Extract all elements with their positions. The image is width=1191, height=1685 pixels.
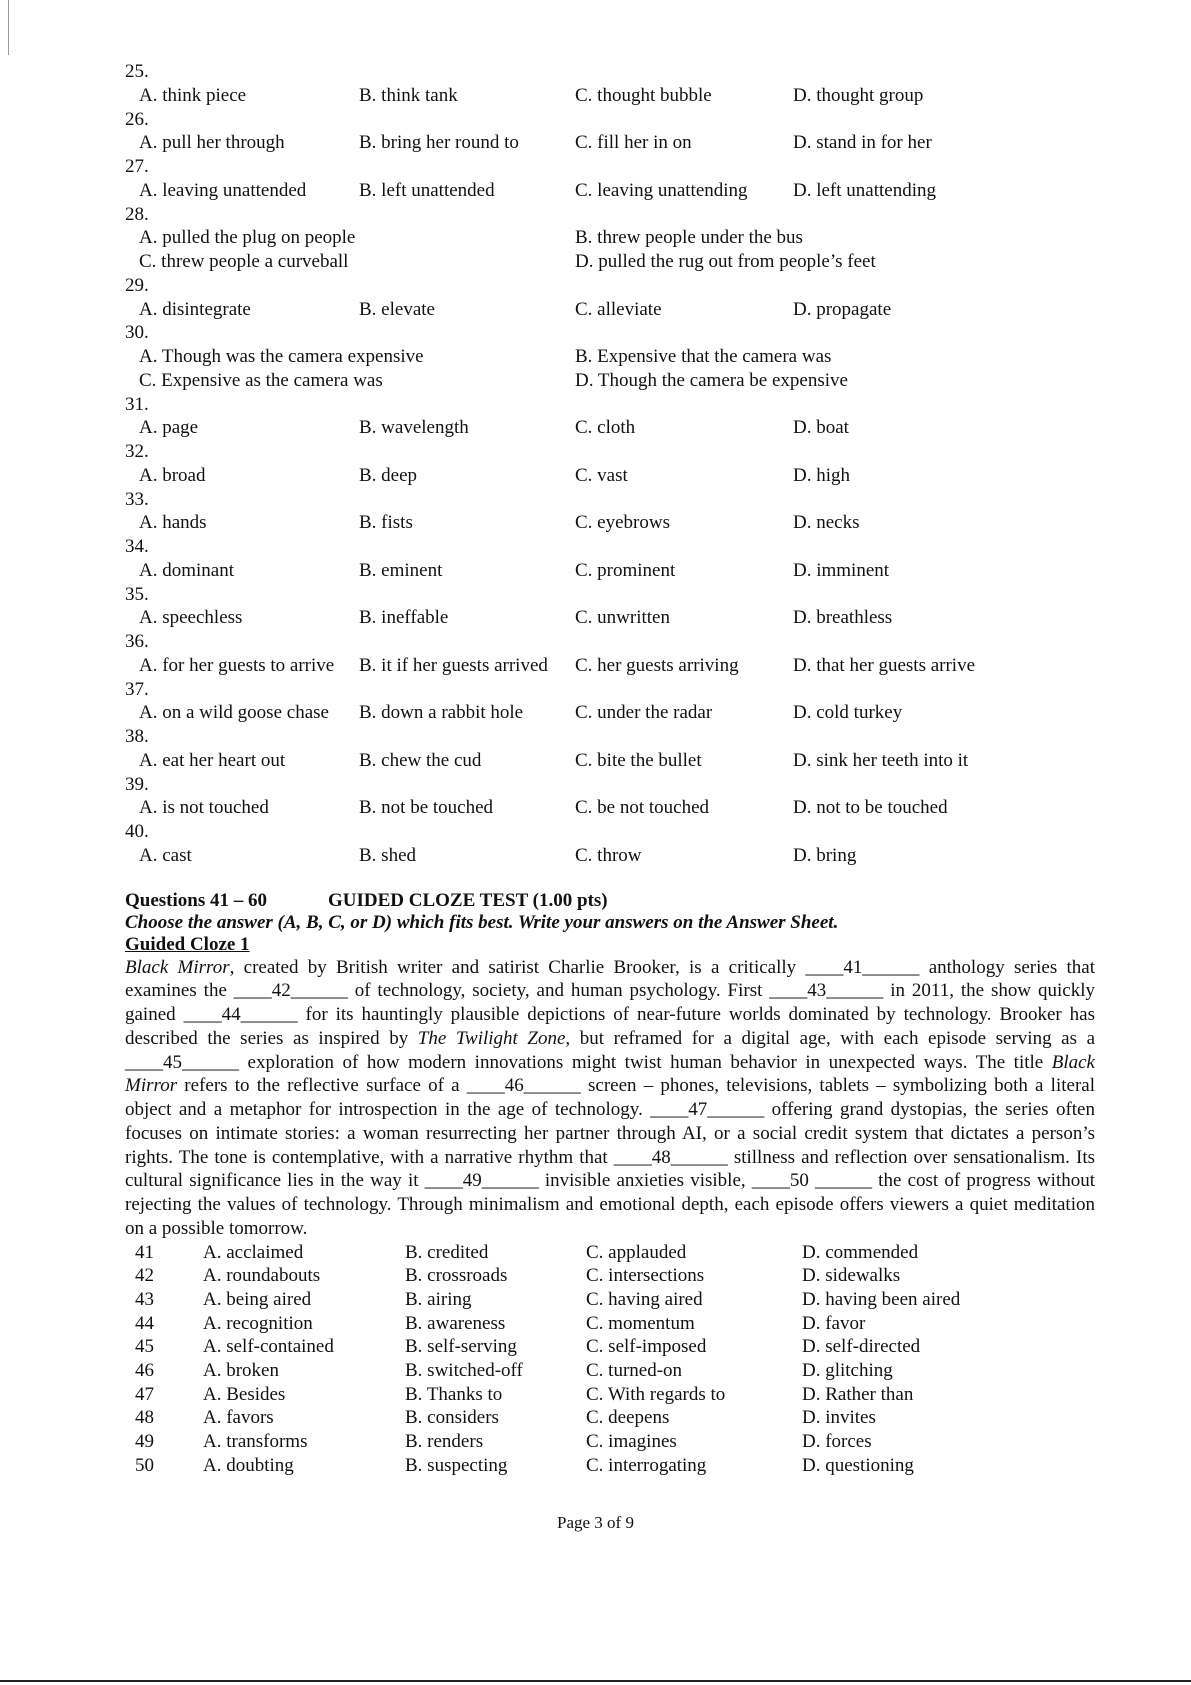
cloze-option-d: D. favor	[802, 1312, 866, 1334]
cloze-option-c: C. applauded	[586, 1241, 687, 1263]
cloze-option-c: C. interrogating	[586, 1454, 707, 1476]
cloze-option-c: C. turned-on	[586, 1359, 683, 1381]
cloze-option-d: D. forces	[802, 1431, 872, 1452]
cloze-question-number: 49	[135, 1431, 154, 1452]
answer-option: C. eyebrows	[575, 512, 670, 534]
cloze-option-row	[125, 1359, 1095, 1383]
question-line	[125, 321, 1095, 345]
cloze-option-row	[125, 1241, 1095, 1265]
cloze-option-row	[125, 1264, 1095, 1288]
question-line	[125, 393, 1095, 417]
answer-option: C. fill her in on	[575, 132, 692, 154]
cloze-option-d: D. glitching	[802, 1359, 893, 1381]
answer-option: A. Though was the camera expensive	[139, 346, 424, 367]
question-line	[125, 440, 1095, 464]
question-text: 29.	[125, 274, 149, 296]
cloze-option-b: B. credited	[405, 1241, 489, 1263]
cloze-question-number: 41	[135, 1241, 154, 1263]
answer-option: B. not be touched	[359, 797, 494, 819]
cloze-question-number: 46	[135, 1359, 154, 1381]
passage-italic-twilight-zone: The Twilight Zone	[417, 1027, 566, 1049]
question-text: 40.	[125, 821, 149, 842]
cloze-option-b: B. switched-off	[405, 1359, 523, 1381]
answer-option: D. sink her teeth into it	[793, 749, 969, 771]
answer-option: B. threw people under the bus	[575, 227, 803, 249]
answer-option: A. pull her through	[139, 132, 285, 154]
cloze-option-a: A. self-contained	[203, 1336, 334, 1358]
answer-option: D. imminent	[793, 559, 890, 581]
cloze-question-number: 42	[135, 1265, 154, 1287]
answer-option: C. leaving unattending	[575, 179, 748, 201]
answer-option: D. not to be touched	[793, 797, 948, 819]
answer-option: A. think piece	[139, 84, 247, 106]
cloze-option-c: C. intersections	[586, 1265, 705, 1287]
answer-option: A. cast	[139, 844, 192, 866]
passage-text: , created by British writer and satirist Charlie Brooker, is a critically ____41______ anthology series that examines the ____42______ of technology, society, and human psychology. First ____43______ in 2011, the show quickly gained ____44______ for its hauntingly plausible depictions of near-future worlds dominated by technology. Brooker has described the series as inspired by	[125, 956, 1095, 1049]
answer-option: D. left unattending	[793, 179, 936, 201]
answer-option: A. on a wild goose chase	[139, 702, 329, 724]
answer-option: A. for her guests to arrive	[139, 654, 335, 676]
question-line	[125, 108, 1095, 132]
answer-option: A. dominant	[139, 559, 234, 581]
cloze-option-a: A. transforms	[203, 1431, 308, 1452]
cloze-question-number: 44	[135, 1312, 154, 1334]
answer-option: B. chew the cud	[359, 749, 482, 771]
cloze-option-d: D. Rather than	[802, 1383, 914, 1405]
cloze-option-a: A. roundabouts	[203, 1265, 321, 1287]
answer-option: A. broad	[139, 464, 206, 486]
question-line	[125, 630, 1095, 654]
question-line	[125, 60, 1095, 84]
answer-option: C. alleviate	[575, 298, 662, 320]
answer-option: B. Expensive that the camera was	[575, 346, 832, 367]
answer-option: C. be not touched	[575, 797, 710, 819]
answer-option: D. high	[793, 464, 850, 486]
answer-option: A. page	[139, 417, 199, 439]
question-text: 25.	[125, 61, 149, 82]
answer-option: C. cloth	[575, 417, 636, 439]
question-text: 38.	[125, 726, 149, 747]
answer-option: B. bring her round to	[359, 132, 519, 154]
section-instruction: Choose the answer (A, B, C, or D) which fits best. Write your answers on the Answer Sheet.	[125, 911, 839, 933]
options-line	[125, 749, 1095, 773]
options-line	[125, 250, 1095, 274]
answer-option: B. down a rabbit hole	[359, 702, 524, 724]
cloze-option-row	[125, 1312, 1095, 1336]
passage-text: , but reframed for a digital age, with each episode serving as a ____45______ exploration of how modern innovations might twist human behavior in unexpected ways. The title	[125, 1027, 1096, 1073]
cloze-question-number: 50	[135, 1454, 154, 1476]
answer-option: B. fists	[359, 512, 413, 534]
answer-option: C. throw	[575, 844, 642, 866]
question-line	[125, 274, 1095, 298]
answer-option: A. leaving unattended	[139, 179, 307, 201]
answer-option: C. unwritten	[575, 607, 670, 629]
answer-option: C. bite the bullet	[575, 749, 702, 771]
answer-option: B. ineffable	[359, 607, 449, 629]
answer-option: A. hands	[139, 512, 207, 534]
answer-option: C. Expensive as the camera was	[139, 369, 383, 391]
cloze-option-a: A. doubting	[203, 1454, 294, 1476]
options-line	[125, 369, 1095, 393]
question-text: 27.	[125, 156, 149, 177]
cloze-option-b: B. Thanks to	[405, 1383, 503, 1405]
answer-option: D. thought group	[793, 84, 924, 106]
question-text: 26.	[125, 108, 149, 130]
question-text: 34.	[125, 536, 149, 557]
page-number: Page 3 of 9	[557, 1513, 634, 1532]
answer-option: B. left unattended	[359, 179, 495, 201]
multiple-choice-section	[125, 60, 1095, 868]
question-line	[125, 678, 1095, 702]
cloze-option-row	[125, 1335, 1095, 1359]
options-line	[125, 298, 1095, 322]
question-text: 30.	[125, 322, 149, 344]
question-text: 33.	[125, 488, 149, 510]
question-line	[125, 155, 1095, 179]
answer-option: B. elevate	[359, 298, 435, 320]
cloze-question-number: 47	[135, 1383, 154, 1405]
question-text: 28.	[125, 203, 149, 225]
cloze-option-a: A. Besides	[203, 1383, 286, 1405]
answer-option: B. it if her guests arrived	[359, 654, 548, 676]
answer-option: B. think tank	[359, 84, 458, 106]
answer-option: D. stand in for her	[793, 132, 932, 154]
answer-option: A. pulled the plug on people	[139, 227, 356, 249]
question-text: 37.	[125, 678, 149, 700]
options-line	[125, 844, 1095, 868]
question-line	[125, 725, 1095, 749]
question-line	[125, 488, 1095, 512]
question-line	[125, 773, 1095, 797]
section-title: GUIDED CLOZE TEST (1.00 pts)	[328, 889, 608, 911]
options-line	[125, 606, 1095, 630]
answer-option: D. pulled the rug out from people’s feet	[575, 251, 876, 272]
bottom-rule	[0, 1680, 1191, 1682]
cloze-option-d: D. sidewalks	[802, 1265, 901, 1287]
question-text: 39.	[125, 773, 149, 795]
margin-mark	[8, 0, 9, 55]
answer-option: A. disintegrate	[139, 298, 251, 320]
cloze-question-number: 45	[135, 1336, 154, 1358]
answer-option: D. cold turkey	[793, 702, 903, 724]
answer-option: A. is not touched	[139, 797, 269, 819]
cloze-option-d: D. invites	[802, 1407, 876, 1429]
question-text: 36.	[125, 631, 149, 652]
answer-option: D. Though the camera be expensive	[575, 369, 848, 391]
cloze-option-a: A. being aired	[203, 1288, 312, 1310]
answer-option: C. thought bubble	[575, 84, 712, 106]
cloze-question-number: 43	[135, 1288, 154, 1310]
options-line	[125, 84, 1095, 108]
cloze-option-a: A. recognition	[203, 1312, 313, 1334]
options-line	[125, 226, 1095, 250]
cloze-option-b: B. suspecting	[405, 1454, 508, 1476]
cloze-option-d: D. commended	[802, 1241, 919, 1263]
section-heading	[125, 889, 1095, 912]
cloze-option-b: B. airing	[405, 1288, 472, 1310]
options-line	[125, 416, 1095, 440]
answer-option: C. vast	[575, 464, 628, 486]
question-line	[125, 203, 1095, 227]
answer-option: C. her guests arriving	[575, 654, 739, 676]
answer-option: D. propagate	[793, 298, 892, 320]
answer-option: B. shed	[359, 844, 416, 866]
passage-title-italic: Black Mirror	[125, 956, 230, 978]
cloze-option-b: B. renders	[405, 1431, 484, 1452]
question-line	[125, 820, 1095, 844]
question-line	[125, 535, 1095, 559]
cloze-option-row	[125, 1454, 1095, 1478]
cloze-option-b: B. awareness	[405, 1312, 506, 1334]
answer-option: C. under the radar	[575, 702, 713, 724]
options-line	[125, 701, 1095, 725]
cloze-option-c: C. With regards to	[586, 1383, 726, 1405]
cloze-option-a: A. broken	[203, 1359, 279, 1381]
cloze-option-row	[125, 1383, 1095, 1407]
answer-option: D. necks	[793, 512, 860, 534]
cloze-option-a: A. acclaimed	[203, 1241, 304, 1263]
answer-option: A. speechless	[139, 607, 243, 629]
answer-option: B. deep	[359, 464, 418, 486]
options-line	[125, 559, 1095, 583]
options-line	[125, 796, 1095, 820]
options-line	[125, 179, 1095, 203]
options-line	[125, 345, 1095, 369]
cloze-option-c: C. imagines	[586, 1431, 677, 1452]
options-line	[125, 511, 1095, 535]
answer-option: B. eminent	[359, 559, 443, 581]
answer-option: C. threw people a curveball	[139, 251, 349, 272]
question-text: 32.	[125, 441, 149, 462]
cloze-option-row	[125, 1288, 1095, 1312]
cloze-option-b: B. crossroads	[405, 1265, 508, 1287]
answer-option: B. wavelength	[359, 417, 469, 439]
answer-option: D. breathless	[793, 607, 893, 629]
answer-option: C. prominent	[575, 559, 676, 581]
options-line	[125, 464, 1095, 488]
cloze-option-a: A. favors	[203, 1407, 274, 1429]
cloze-option-d: D. having been aired	[802, 1288, 961, 1310]
answer-option: D. bring	[793, 844, 857, 866]
cloze-option-c: C. having aired	[586, 1288, 703, 1310]
cloze-option-c: C. momentum	[586, 1312, 695, 1334]
question-sheet	[125, 60, 1095, 1477]
cloze-option-row	[125, 1406, 1095, 1430]
cloze-question-number: 48	[135, 1407, 154, 1429]
section-range: Questions 41 – 60	[125, 889, 267, 911]
cloze-title: Guided Cloze 1	[125, 933, 250, 955]
answer-option: D. boat	[793, 417, 849, 439]
cloze-option-d: D. self-directed	[802, 1336, 921, 1358]
cloze-options-table	[125, 1241, 1095, 1478]
question-text: 35.	[125, 583, 149, 605]
cloze-option-row	[125, 1430, 1095, 1454]
answer-option: A. eat her heart out	[139, 749, 286, 771]
passage-italic-black-mirror: Black Mirror	[125, 1051, 1095, 1097]
cloze-passage	[125, 956, 1095, 1241]
question-line	[125, 583, 1095, 607]
passage-text: refers to the reflective surface of a ____46______ screen – phones, televisions, tablets – symbolizing both a literal object and a metaphor for introspection in the age of technology. ____47______ offering grand dystopias, the series often focuses on intimate stories: a woman resurrecting her partner through AI, or a social credit system that dictates a person’s rights. The tone is contemplative, with a narrative rhythm that ____48______ stillness and reflection over sensationalism. Its cultural significance lies in the way it ____49______ invisible anxieties visible, ____50 ______ the cost of progress without rejecting the values of technology. Through minimalism and emotional depth, each episode offers viewers a quiet meditation on a possible tomorrow.	[125, 1075, 1095, 1239]
cloze-option-b: B. considers	[405, 1407, 499, 1429]
cloze-option-b: B. self-serving	[405, 1336, 517, 1358]
cloze-option-c: C. self-imposed	[586, 1336, 707, 1358]
question-text: 31.	[125, 393, 149, 415]
options-line	[125, 654, 1095, 678]
options-line	[125, 131, 1095, 155]
cloze-option-c: C. deepens	[586, 1407, 670, 1429]
cloze-option-d: D. questioning	[802, 1454, 914, 1476]
answer-option: D. that her guests arrive	[793, 654, 976, 676]
